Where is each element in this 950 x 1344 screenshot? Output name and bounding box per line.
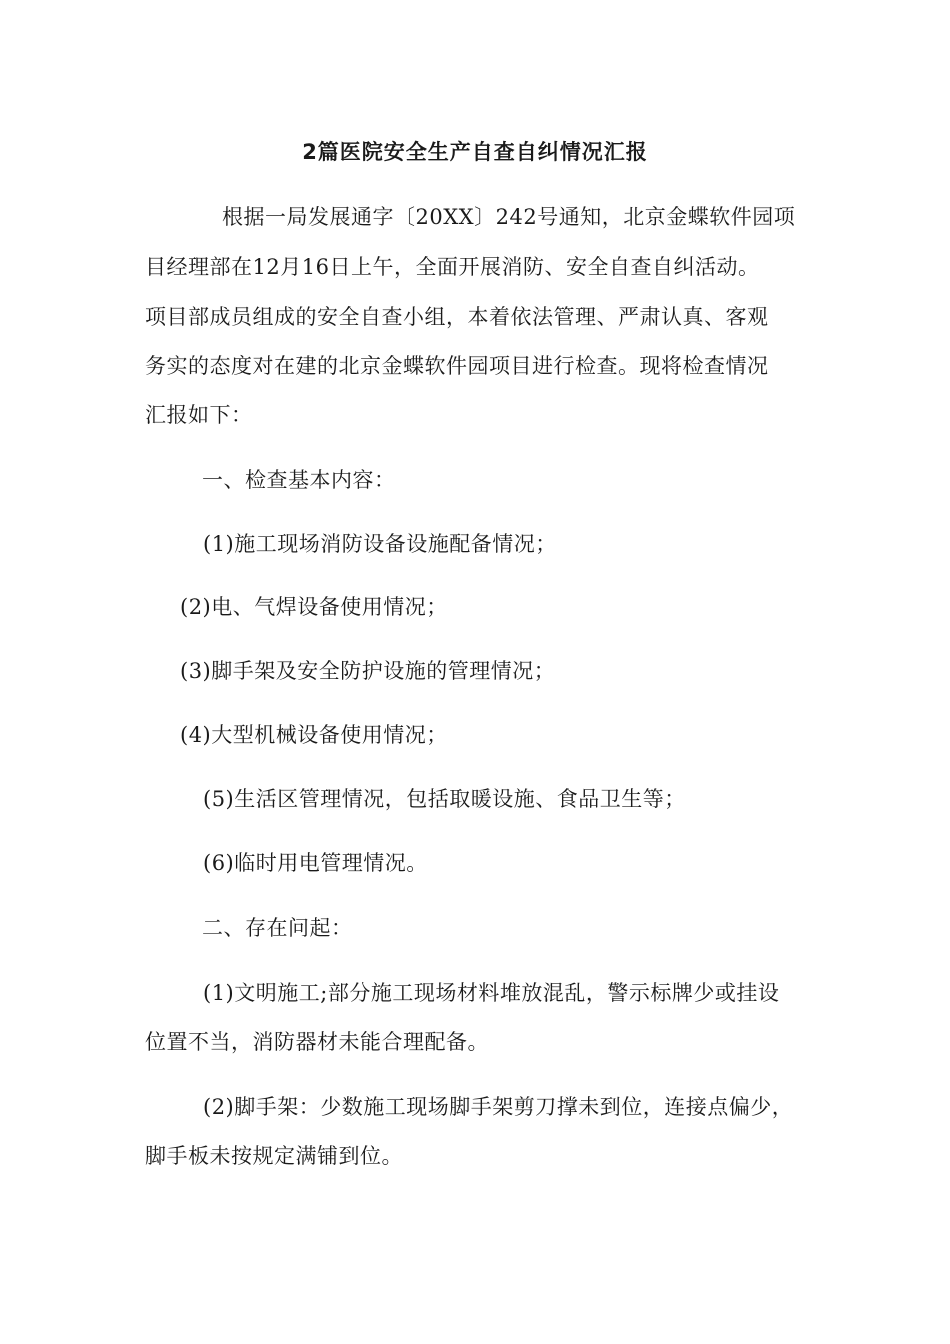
section-1-item-1: (1)施工现场消防设备设施配备情况； — [203, 532, 557, 556]
intro-line-4: 务实的态度对在建的北京金蝶软件园项目进行检查。现将检查情况 — [145, 354, 769, 378]
intro-line-3: 项目部成员组成的安全自查小组，本着依法管理、严肃认真、客观 — [145, 305, 769, 329]
section-2-item-1-line-2: 位置不当，消防器材未能合理配备。 — [145, 1030, 489, 1054]
section-1-heading: 一、检查基本内容： — [202, 468, 396, 492]
intro-line-1: 根据一局发展通字〔20XX〕242号通知，北京金蝶软件园项 — [222, 205, 796, 229]
intro-line-2: 目经理部在12月16日上午，全面开展消防、安全自查自纠活动。 — [145, 255, 760, 279]
section-2-item-2-line-1: (2)脚手架：少数施工现场脚手架剪刀撑未到位，连接点偏少， — [203, 1095, 794, 1119]
section-1-item-4: (4)大型机械设备使用情况； — [180, 723, 448, 747]
section-2-item-1-line-1: (1)文明施工;部分施工现场材料堆放混乱，警示标牌少或挂设 — [203, 981, 780, 1005]
document-title: 2篇医院安全生产自查自纠情况汇报 — [302, 140, 648, 164]
section-1-item-5: (5)生活区管理情况，包括取暖设施、食品卫生等； — [203, 787, 686, 811]
section-1-item-6: (6)临时用电管理情况。 — [203, 851, 428, 875]
section-2-item-2-line-2: 脚手板未按规定满铺到位。 — [145, 1144, 403, 1168]
section-1-item-3: (3)脚手架及安全防护设施的管理情况； — [180, 659, 556, 683]
section-1-item-2: (2)电、气焊设备使用情况； — [180, 595, 448, 619]
section-2-heading: 二、存在问起： — [202, 916, 353, 940]
intro-line-5: 汇报如下： — [145, 403, 253, 427]
